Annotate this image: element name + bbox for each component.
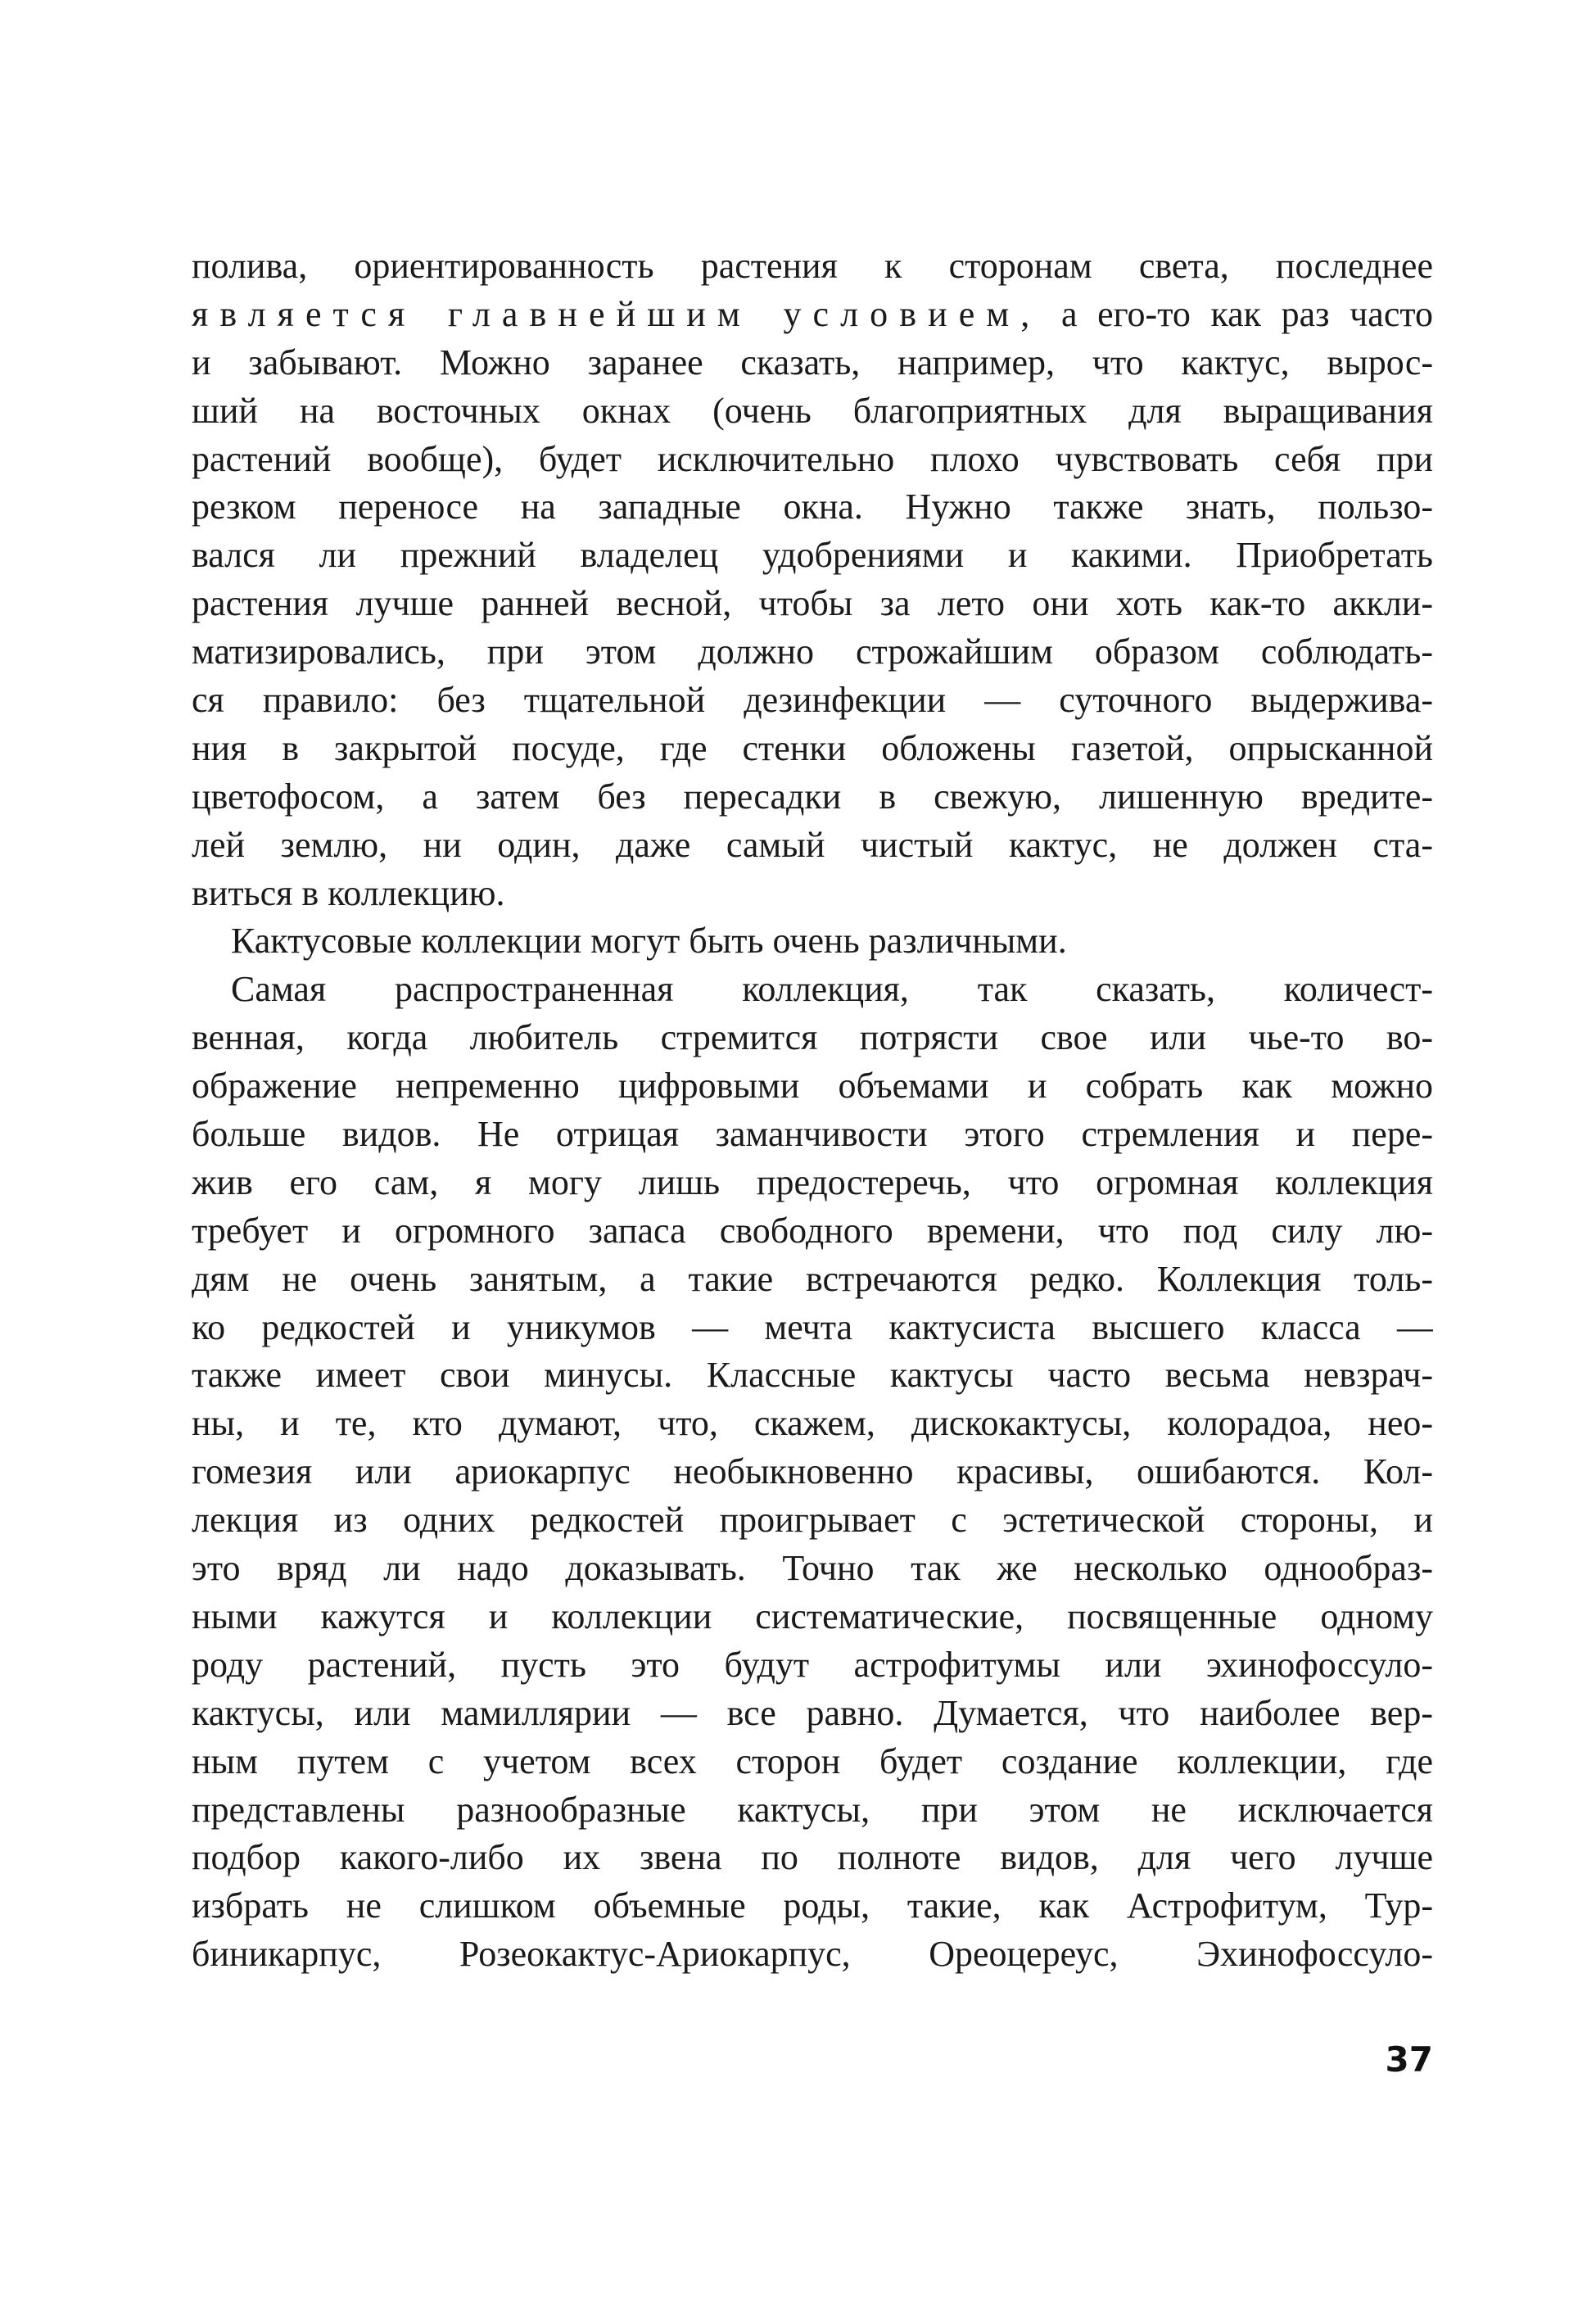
text-line: вался ли прежний владелец удобрениями и какими. Приобретать	[192, 535, 1433, 576]
text-line: дям не очень занятым, а такие встречаются редко. Коллекция толь-	[192, 1258, 1433, 1299]
text-line: ным путем с учетом всех сторон будет создание коллекции, где	[192, 1740, 1433, 1781]
text-line: ший на восточных окнах (очень благоприятных для выращивания	[192, 390, 1433, 431]
text-line: избрать не слишком объемные роды, такие, как Астрофитум, Тур-	[192, 1885, 1433, 1926]
paragraph-start: Самая распространенная коллекция, так сказать, количест-	[231, 969, 1433, 1010]
text-line: также имеет свои минусы. Классные кактусы часто весьма невзрач-	[192, 1355, 1433, 1396]
text-line: требует и огромного запаса свободного времени, что под силу лю-	[192, 1210, 1433, 1251]
text-line: гомезия или ариокарпус необыкновенно красивы, ошибаются. Кол-	[192, 1451, 1433, 1492]
text-line: полива, ориентированность растения к сторонам света, последнее	[192, 246, 1433, 286]
text-line: резком переносе на западные окна. Нужно также знать, пользо-	[192, 487, 1433, 527]
text-line: виться в коллекцию.	[192, 872, 505, 913]
text-line: ображение непременно цифровыми объемами и собрать как можно	[192, 1066, 1433, 1107]
text-line: кактусы, или мамиллярии — все равно. Думается, что наиболее вер-	[192, 1692, 1433, 1733]
text-line: ния в закрытой посуде, где стенки обложены газетой, опрысканной	[192, 727, 1433, 768]
text-line: подбор какого-либо их звена по полноте видов, для чего лучше	[192, 1837, 1433, 1878]
page-number: 37	[1385, 2039, 1433, 2080]
text-line: ны, и те, кто думают, что, скажем, дискокактусы, колорадоа, нео-	[192, 1403, 1433, 1444]
text-line: лекция из одних редкостей проигрывает с эстетической стороны, и	[192, 1500, 1433, 1541]
text-fragment: а его-то как раз часто	[1041, 293, 1433, 334]
text-line: матизировались, при этом должно строжайшим образом соблюдать-	[192, 631, 1433, 672]
text-line: ко редкостей и уникумов — мечта кактусиста высшего класса —	[192, 1306, 1433, 1347]
text-line: растений вообще), будет исключительно плохо чувствовать себя при	[192, 438, 1433, 479]
text-line: ными кажутся и коллекции систематические, посвященные одному	[192, 1596, 1433, 1636]
text-line: лей землю, ни один, даже самый чистый кактус, не должен ста-	[192, 824, 1433, 865]
text-line: растения лучше ранней весной, чтобы за лето они хоть как-то аккли-	[192, 583, 1433, 624]
text-line: венная, когда любитель стремится потрясти свое или чье-то во-	[192, 1017, 1433, 1058]
text-line: жив его сам, я могу лишь предостеречь, что огромная коллекция	[192, 1161, 1433, 1202]
text-line: представлены разнообразные кактусы, при этом не исключается	[192, 1789, 1433, 1830]
text-line: и забывают. Можно заранее сказать, например, что кактус, вырос-	[192, 342, 1433, 382]
text-line: ся правило: без тщательной дезинфекции — суточного выдержива-	[192, 680, 1433, 721]
emphasized-phrase: является главнейшим условием,	[192, 293, 1042, 334]
text-line: больше видов. Не отрицая заманчивости этого стремления и пере-	[192, 1114, 1433, 1155]
text-line: биникарпус, Розеокактус-Ариокарпус, Ореоцереус, Эхинофоссуло-	[192, 1934, 1433, 1975]
paragraph-start: Кактусовые коллекции могут быть очень различными.	[231, 921, 1067, 962]
body-text	[192, 242, 1433, 1979]
text-line	[192, 291, 1433, 339]
text-line: роду растений, пусть это будут астрофитумы или эхинофоссуло-	[192, 1644, 1433, 1685]
text-line: цветофосом, а затем без пересадки в свежую, лишенную вредите-	[192, 776, 1433, 817]
text-line: это вряд ли надо доказывать. Точно так же несколько однообраз-	[192, 1548, 1433, 1589]
